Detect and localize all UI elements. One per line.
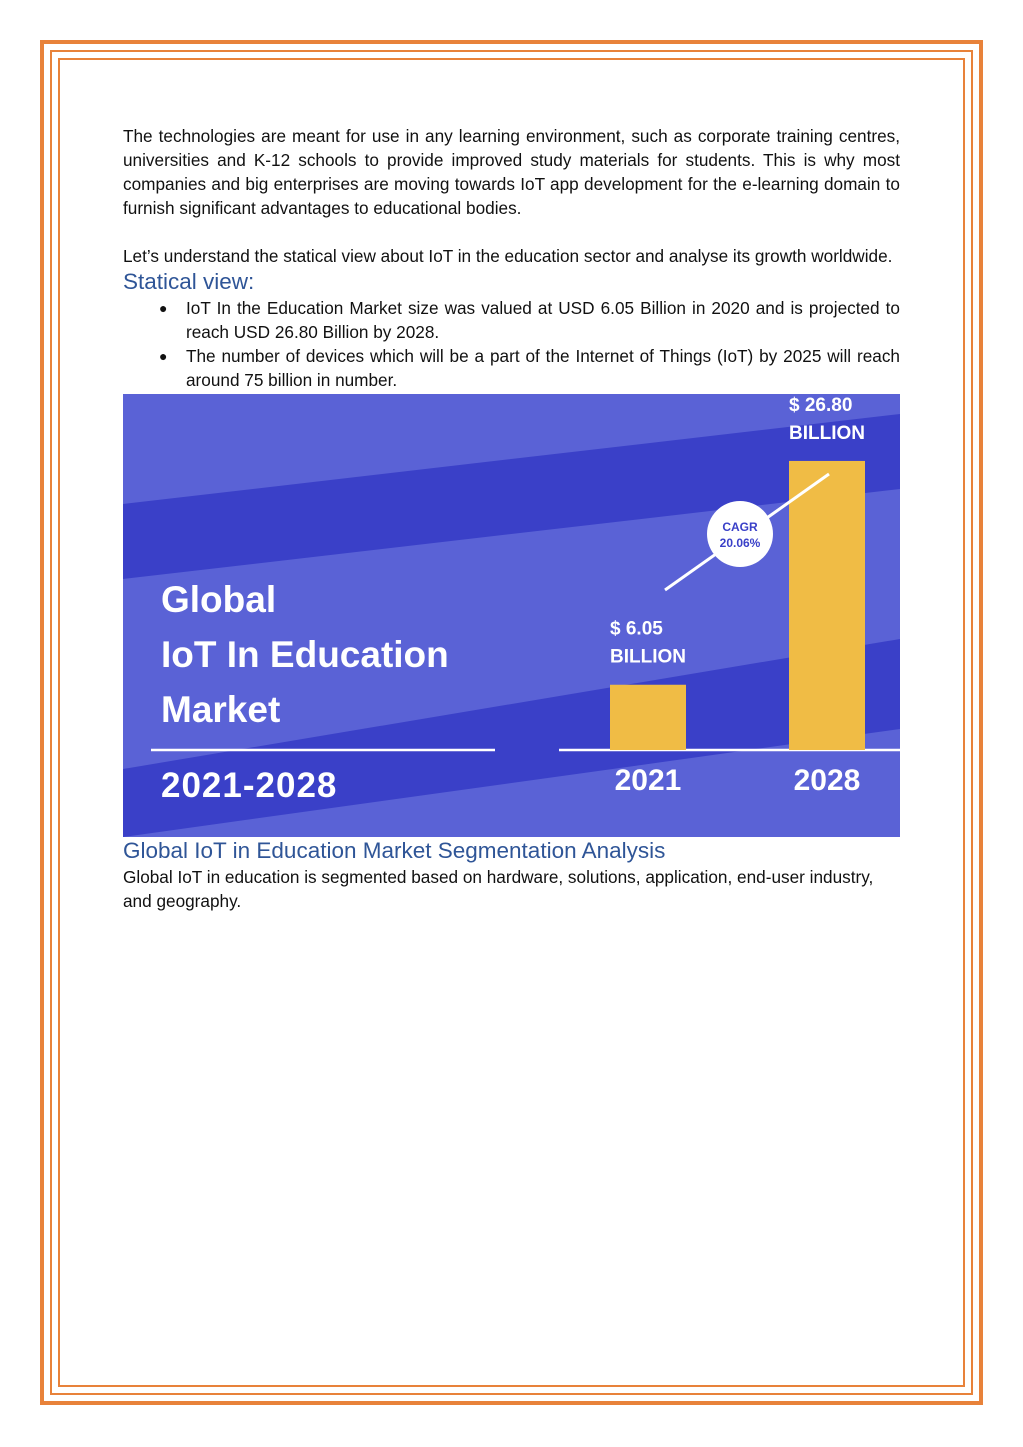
statical-view-heading: Statical view: bbox=[123, 269, 255, 294]
infographic-title-line-2: IoT In Education bbox=[161, 634, 449, 675]
bar-value-label-2021: $ 6.05 bbox=[610, 618, 663, 640]
bar-2021 bbox=[610, 685, 686, 750]
bullet-market-size bbox=[159, 296, 900, 344]
bar-2028 bbox=[789, 461, 865, 750]
segmentation-paragraph: Global IoT in education is segmented based on hardware, solutions, application, end-user industry, and geography. bbox=[123, 867, 874, 911]
cagr-circle bbox=[707, 501, 773, 567]
bar-value-label-2028: BILLION bbox=[789, 422, 865, 444]
bullet-text: The number of devices which will be a part of the Internet of Things (IoT) by 2025 will reach around 75 billion in number. bbox=[186, 346, 900, 390]
bullet-devices bbox=[159, 344, 900, 392]
infographic-title-line-3: Market bbox=[161, 689, 281, 730]
segmentation-heading: Global IoT in Education Market Segmentation Analysis bbox=[123, 838, 666, 863]
page-content bbox=[123, 124, 900, 913]
infographic-period: 2021-2028 bbox=[161, 766, 338, 805]
cagr-value: 20.06% bbox=[719, 536, 761, 550]
intro-paragraph: The technologies are meant for use in any learning environment, such as corporate training centres, universities and K-12 schools to provide improved study materials for students. This is why most companies and big enterprises are moving towards IoT app development for the e-learning domain to furnish significant advantages to educational bodies. bbox=[123, 126, 900, 218]
cagr-label: CAGR bbox=[722, 520, 758, 534]
infographic-svg bbox=[123, 394, 900, 837]
infographic-title-line-1: Global bbox=[161, 579, 277, 620]
category-label-2021: 2021 bbox=[614, 764, 682, 797]
bar-value-label-2028: $ 26.80 bbox=[789, 394, 853, 416]
bullet-dot-icon: ● bbox=[159, 348, 168, 364]
bullet-text: IoT In the Education Market size was valued at USD 6.05 Billion in 2020 and is projected to reach USD 26.80 Billion by 2028. bbox=[186, 298, 900, 342]
bullet-dot-icon: ● bbox=[159, 300, 168, 316]
category-label-2028: 2028 bbox=[793, 764, 861, 797]
statical-intro-paragraph: Let’s understand the statical view about IoT in the education sector and analyse its growth worldwide. bbox=[123, 246, 893, 266]
bar-value-label-2021: BILLION bbox=[610, 646, 686, 668]
statical-bullet-list bbox=[123, 296, 900, 392]
iot-education-market-infographic bbox=[123, 394, 900, 837]
